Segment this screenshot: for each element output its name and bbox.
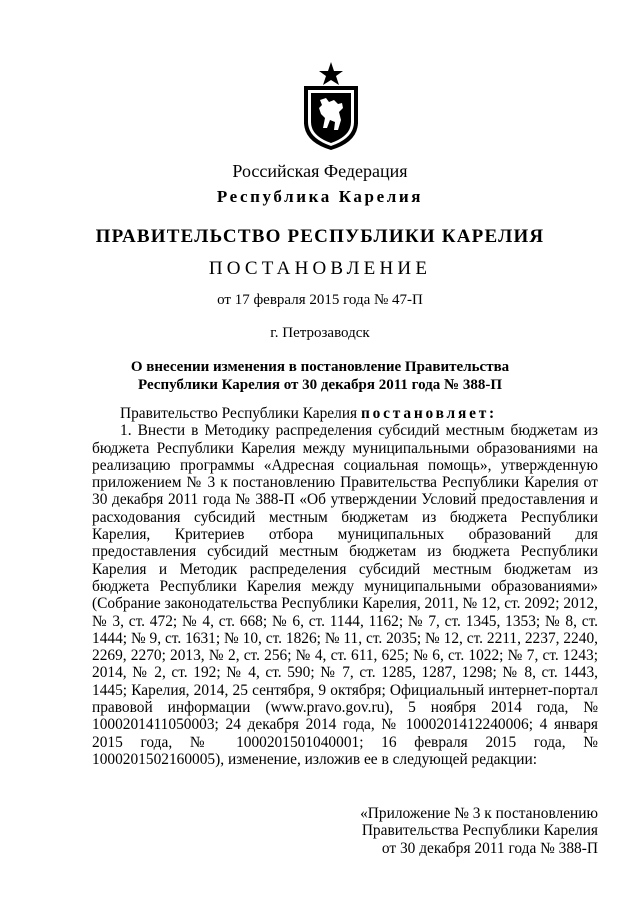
subject-line-2: Республики Карелия от 30 декабря 2011 года № 388-П bbox=[137, 377, 503, 393]
subject-line-1: О внесении изменения в постановление Правительства bbox=[130, 359, 510, 375]
document-body bbox=[92, 405, 598, 768]
document-subject bbox=[0, 358, 640, 394]
intro-verb: постановляет: bbox=[360, 405, 497, 422]
appendix-line-3: от 30 декабря 2011 года № 388-П bbox=[381, 839, 598, 857]
appendix-line-2: Правительства Республики Карелия bbox=[361, 822, 598, 840]
republic-name: Республика Карелия bbox=[216, 187, 424, 206]
appendix-reference bbox=[300, 805, 598, 857]
country-name: Российская Федерация bbox=[232, 161, 408, 181]
document-date-number: от 17 февраля 2015 года № 47-П bbox=[217, 292, 423, 308]
intro-paragraph bbox=[92, 405, 598, 422]
document-city: г. Петрозаводск bbox=[270, 325, 370, 341]
government-title: ПРАВИТЕЛЬСТВО РЕСПУБЛИКИ КАРЕЛИЯ bbox=[95, 226, 545, 247]
karelia-coat-of-arms-icon bbox=[298, 60, 364, 152]
paragraph-1: 1. Внести в Методику распределения субсидий местным бюджетам из бюджета Республики Карелия между муниципальными образованиями на реализацию программы «Адресная социальная помощь», утвержденную приложением № 3 к постановлению Правительства Республики Карелия от 30 декабря 2011 года № 388-П «Об утверждении Условий предоставления и расходования субсидий местным бюджетам из бюджета Республики Карелия, Критериев отбора муниципальных образований для предоставления субсидий местным бюджетам из бюджета Республики Карелия и Методик распределения субсидий местным бюджетам из бюджета Республики Карелия между муниципальными образованиями» (Собрание законодательства Республики Карелия, 2011, № 12, ст. 2092; 2012, № 3, ст. 472; № 4, ст. 668; № 6, ст. 1144, 1162; № 7, ст. 1345, 1353; № 8, ст. 1444; № 9, ст. 1631; № 10, ст. 1826; № 11, ст. 2035; № 12, ст. 2211, 2237, 2240, 2269, 2270; 2013, № 2, ст. 256; № 4, ст. 611, 625; № 6, ст. 1022; № 7, ст. 1243; 2014, № 2, ст. 192; № 4, ст. 590; № 7, ст. 1285, 1287, 1298; № 8, ст. 1443, 1445; Карелия, 2014, 25 сентября, 9 октября; Официальный интернет-портал правовой информации (www.pravo.gov.ru), 5 ноября 2014 года, № 1000201411050003; 24 декабря 2014 года, № 1000201412240006; 4 января 2015 года, № 1000201501040001; 16 февраля 2015 года, № 1000201502160005), изменение, изложив ее в следующей редакции: bbox=[92, 422, 598, 768]
document-type: ПОСТАНОВЛЕНИЕ bbox=[208, 258, 432, 279]
intro-text: Правительство Республики Карелия bbox=[120, 405, 361, 422]
appendix-line-1: «Приложение № 3 к постановлению bbox=[360, 805, 598, 822]
